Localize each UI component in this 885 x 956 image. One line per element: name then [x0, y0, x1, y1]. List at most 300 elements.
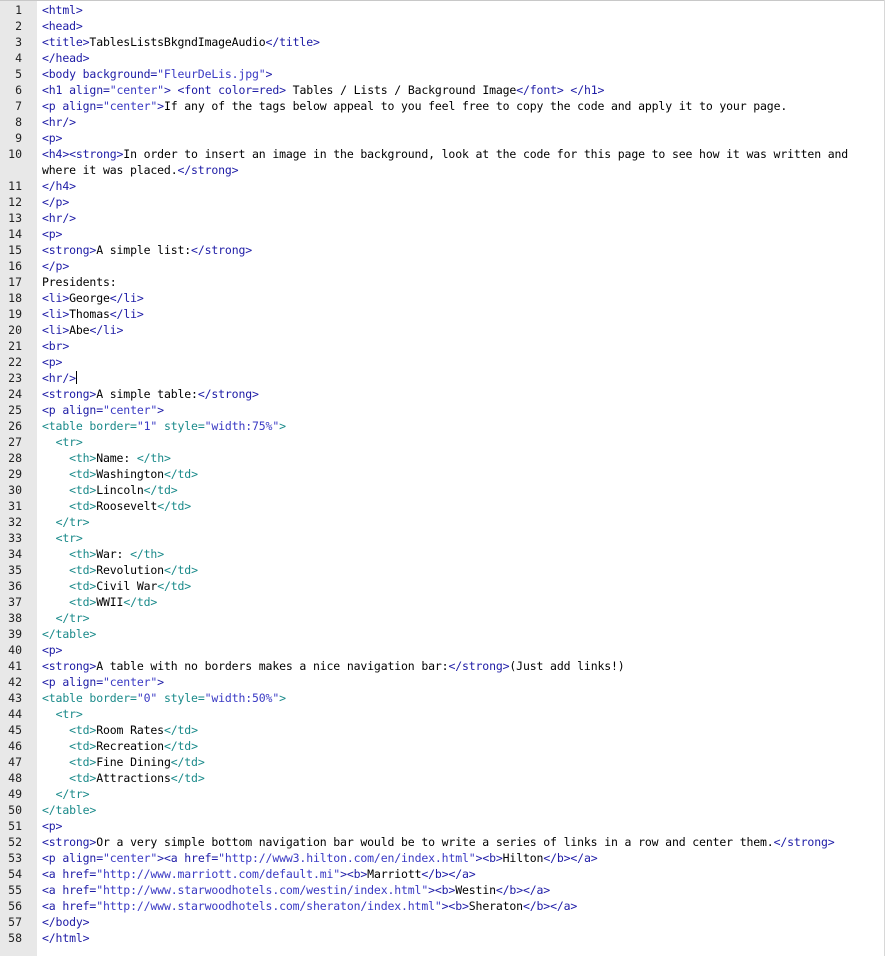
text-token — [42, 483, 69, 497]
code-line[interactable] — [0, 546, 885, 562]
code-line[interactable] — [0, 2, 885, 18]
line-code[interactable] — [42, 370, 882, 386]
html-tag-token: <hr/> — [42, 371, 76, 385]
line-code[interactable] — [42, 642, 882, 658]
line-number: 32 — [8, 515, 22, 529]
code-line[interactable] — [0, 194, 885, 210]
string-token: "center" — [102, 851, 158, 865]
line-number: 3 — [15, 35, 22, 49]
string-token: "http://www.starwoodhotels.com/sheraton/index.html" — [96, 899, 442, 913]
html-tag-token: </html> — [42, 931, 90, 945]
table-tag-token: </tr> — [55, 787, 90, 801]
line-code[interactable] — [42, 34, 882, 50]
line-code[interactable] — [42, 354, 882, 370]
line-number: 8 — [15, 115, 22, 129]
table-tag-token: <td> — [69, 579, 97, 593]
html-tag-token: <body background= — [42, 67, 158, 81]
line-code[interactable] — [42, 386, 882, 402]
line-number: 6 — [15, 83, 22, 97]
html-tag-token: ><b> — [475, 851, 503, 865]
line-code[interactable] — [42, 210, 882, 226]
text-token: Room Rates — [96, 723, 164, 737]
html-tag-token: </li> — [109, 291, 144, 305]
line-code[interactable] — [42, 834, 882, 850]
code-line[interactable] — [0, 706, 885, 722]
text-token: Revolution — [96, 563, 164, 577]
line-code[interactable] — [42, 50, 882, 66]
line-code[interactable] — [42, 242, 882, 258]
line-code[interactable] — [42, 146, 882, 178]
text-token: Name: — [96, 451, 137, 465]
text-token: A simple list: — [96, 243, 192, 257]
line-number: 41 — [8, 659, 22, 673]
text-token — [42, 755, 69, 769]
top-border — [0, 0, 885, 1]
code-line[interactable] — [0, 290, 885, 306]
html-tag-token: </b></a> — [522, 899, 578, 913]
string-token: "center" — [109, 83, 164, 97]
text-token — [42, 707, 56, 721]
html-tag-token: <h4><strong> — [42, 147, 124, 161]
html-tag-token: </b></a> — [495, 883, 551, 897]
line-code[interactable] — [42, 130, 882, 146]
html-tag-token: </h1> — [570, 83, 605, 97]
table-tag-token: <table border= — [42, 419, 137, 433]
table-tag-token: </table> — [42, 803, 97, 817]
code-line[interactable] — [0, 386, 885, 402]
line-code[interactable] — [42, 706, 882, 722]
line-number: 18 — [8, 291, 22, 305]
line-code[interactable] — [42, 98, 882, 114]
html-tag-token: <p> — [42, 131, 63, 145]
code-line[interactable] — [0, 834, 885, 850]
html-tag-token: <title> — [42, 35, 90, 49]
line-number: 2 — [15, 19, 22, 33]
line-code[interactable] — [42, 114, 882, 130]
code-line[interactable] — [0, 274, 885, 290]
table-tag-token: <td> — [69, 771, 97, 785]
line-code[interactable] — [42, 738, 882, 754]
html-tag-token: <font color=red> — [177, 83, 286, 97]
line-code[interactable] — [42, 290, 882, 306]
table-tag-token: <td> — [69, 755, 97, 769]
string-token: "0" — [136, 691, 158, 705]
line-number: 13 — [8, 211, 22, 225]
code-line[interactable] — [0, 930, 885, 946]
html-tag-token: </strong> — [177, 163, 239, 177]
text-token: Thomas — [69, 307, 110, 321]
line-number: 5 — [15, 67, 22, 81]
code-line[interactable] — [0, 210, 885, 226]
table-tag-token: </tr> — [55, 515, 90, 529]
line-code[interactable] — [42, 658, 882, 674]
line-code[interactable] — [42, 626, 882, 642]
line-number: 28 — [8, 451, 22, 465]
html-tag-token: ><b> — [340, 867, 368, 881]
html-tag-token: </li> — [89, 323, 124, 337]
line-number: 15 — [8, 243, 22, 257]
code-line[interactable] — [0, 866, 885, 882]
line-number: 38 — [8, 611, 22, 625]
html-tag-token: <p> — [42, 643, 63, 657]
code-line[interactable] — [0, 770, 885, 786]
text-token: Civil War — [96, 579, 158, 593]
line-code[interactable] — [42, 18, 882, 34]
html-tag-token: </b></a> — [543, 851, 598, 865]
code-line[interactable] — [0, 146, 885, 178]
code-line[interactable] — [0, 802, 885, 818]
text-token: George — [69, 291, 110, 305]
html-tag-token: </li> — [109, 307, 144, 321]
table-tag-token: <td> — [69, 467, 97, 481]
line-code[interactable] — [42, 882, 882, 898]
line-code[interactable] — [42, 306, 882, 322]
code-line[interactable] — [0, 722, 885, 738]
table-tag-token: <tr> — [55, 531, 83, 545]
html-tag-token: <hr/> — [42, 211, 76, 225]
line-code[interactable] — [42, 514, 882, 530]
text-cursor — [76, 371, 77, 384]
code-line[interactable] — [0, 130, 885, 146]
line-number: 27 — [8, 435, 22, 449]
line-code[interactable] — [42, 450, 882, 466]
table-tag-token: <tr> — [55, 707, 83, 721]
text-token — [42, 499, 69, 513]
code-line[interactable] — [0, 690, 885, 706]
line-number: 31 — [8, 499, 22, 513]
line-code[interactable] — [42, 818, 882, 834]
html-tag-token: > — [163, 83, 171, 97]
html-tag-token: <p> — [42, 227, 63, 241]
html-tag-token: <hr/> — [42, 115, 76, 129]
code-line[interactable] — [0, 434, 885, 450]
line-code[interactable] — [42, 850, 882, 866]
table-tag-token: </td> — [123, 595, 158, 609]
line-code[interactable] — [42, 226, 882, 242]
line-code[interactable] — [42, 66, 882, 82]
html-tag-token: <li> — [42, 291, 70, 305]
text-token: War: — [96, 547, 131, 561]
code-line[interactable] — [0, 306, 885, 322]
line-number: 20 — [8, 323, 22, 337]
code-line[interactable] — [0, 50, 885, 66]
code-line[interactable] — [0, 338, 885, 354]
table-tag-token: <th> — [69, 547, 97, 561]
table-tag-token: </td> — [163, 739, 198, 753]
text-token: Sheraton — [468, 899, 523, 913]
text-token: Tables / Lists / Background Image — [285, 83, 517, 97]
table-tag-token: <td> — [69, 483, 97, 497]
code-line[interactable] — [0, 114, 885, 130]
line-number: 14 — [8, 227, 22, 241]
code-line[interactable] — [0, 450, 885, 466]
html-tag-token: <a href= — [42, 867, 97, 881]
html-tag-token: > — [157, 99, 164, 113]
line-code[interactable] — [42, 594, 882, 610]
code-line[interactable] — [0, 850, 885, 866]
line-code[interactable] — [42, 754, 882, 770]
line-number: 26 — [8, 419, 22, 433]
code-line[interactable] — [0, 466, 885, 482]
code-line[interactable] — [0, 882, 885, 898]
text-token — [171, 83, 178, 97]
text-token: Marriott — [367, 867, 422, 881]
html-tag-token: <h1 align= — [42, 83, 110, 97]
line-code[interactable] — [42, 418, 882, 434]
code-line[interactable] — [0, 322, 885, 338]
line-code[interactable] — [42, 322, 882, 338]
code-line[interactable] — [0, 578, 885, 594]
html-tag-token: </h4> — [42, 179, 76, 193]
line-code[interactable] — [42, 178, 882, 194]
text-token: Westin — [455, 883, 496, 897]
html-tag-token: <p align= — [42, 99, 103, 113]
line-number: 12 — [8, 195, 22, 209]
text-token: Recreation — [96, 739, 164, 753]
line-code[interactable] — [42, 546, 882, 562]
text-token: Presidents: — [42, 275, 117, 289]
line-number: 39 — [8, 627, 22, 641]
html-tag-token: <p> — [42, 819, 63, 833]
html-tag-token: </head> — [42, 51, 90, 65]
line-code[interactable] — [42, 674, 882, 690]
html-tag-token: </strong> — [197, 387, 259, 401]
code-lines[interactable] — [0, 2, 885, 946]
table-tag-token: <td> — [69, 723, 97, 737]
table-tag-token: </td> — [163, 563, 198, 577]
code-line[interactable] — [0, 226, 885, 242]
html-tag-token: <br> — [42, 339, 70, 353]
table-tag-token: </td> — [163, 467, 198, 481]
line-number: 54 — [8, 867, 22, 881]
code-line[interactable] — [0, 178, 885, 194]
line-code[interactable] — [42, 258, 882, 274]
line-number: 51 — [8, 819, 22, 833]
text-token — [42, 611, 56, 625]
line-code[interactable] — [42, 722, 882, 738]
text-token: Roosevelt — [96, 499, 158, 513]
text-token — [42, 515, 56, 529]
table-tag-token: </td> — [170, 771, 205, 785]
table-tag-token: </td> — [157, 579, 192, 593]
line-number: 55 — [8, 883, 22, 897]
line-number: 19 — [8, 307, 22, 321]
line-number: 16 — [8, 259, 22, 273]
text-token: Or a very simple bottom navigation bar would be to write a series of links in a row and center them. — [96, 835, 774, 849]
line-code[interactable] — [42, 338, 882, 354]
text-token: WWII — [96, 595, 124, 609]
html-tag-token: </title> — [265, 35, 320, 49]
code-line[interactable] — [0, 98, 885, 114]
text-token: Attractions — [96, 771, 171, 785]
string-token: "center" — [102, 403, 158, 417]
text-token: In order to insert an image in the background, look at the code for this page to see how it was written and where it was placed. — [42, 147, 855, 177]
table-tag-token: </td> — [163, 723, 198, 737]
table-tag-token: <tr> — [55, 435, 83, 449]
code-line[interactable] — [0, 818, 885, 834]
html-tag-token: <p align= — [42, 851, 103, 865]
string-token: "center" — [102, 675, 158, 689]
code-line[interactable] — [0, 898, 885, 914]
table-tag-token: <td> — [69, 499, 97, 513]
table-tag-token: > — [279, 691, 286, 705]
line-number: 11 — [8, 179, 22, 193]
line-number: 40 — [8, 643, 22, 657]
text-token — [42, 531, 56, 545]
code-line[interactable] — [0, 914, 885, 930]
line-code[interactable] — [42, 82, 882, 98]
line-code[interactable] — [42, 578, 882, 594]
text-token: Abe — [69, 323, 90, 337]
code-line[interactable] — [0, 626, 885, 642]
code-line[interactable] — [0, 370, 885, 386]
html-tag-token: ><b> — [428, 883, 456, 897]
table-tag-token: </th> — [136, 451, 171, 465]
text-token: Lincoln — [96, 483, 144, 497]
code-line[interactable] — [0, 562, 885, 578]
text-token: TablesListsBkgndImageAudio — [89, 35, 266, 49]
code-line[interactable] — [0, 418, 885, 434]
line-number: 37 — [8, 595, 22, 609]
line-number: 57 — [8, 915, 22, 929]
line-code[interactable] — [42, 482, 882, 498]
code-line[interactable] — [0, 18, 885, 34]
line-number: 24 — [8, 387, 22, 401]
table-tag-token: </th> — [130, 547, 164, 561]
string-token: "center" — [102, 99, 158, 113]
code-line[interactable] — [0, 514, 885, 530]
line-code[interactable] — [42, 866, 882, 882]
line-code[interactable] — [42, 562, 882, 578]
html-tag-token: <p align= — [42, 675, 103, 689]
html-tag-token: <li> — [42, 307, 70, 321]
line-code[interactable] — [42, 610, 882, 626]
text-token — [42, 451, 69, 465]
table-tag-token: <th> — [69, 451, 97, 465]
line-code[interactable] — [42, 690, 882, 706]
line-number: 10 — [8, 147, 22, 161]
code-line[interactable] — [0, 674, 885, 690]
text-token — [42, 723, 69, 737]
table-tag-token: <table border= — [42, 691, 137, 705]
line-code[interactable] — [42, 2, 882, 18]
html-tag-token: <strong> — [42, 243, 97, 257]
line-number: 22 — [8, 355, 22, 369]
html-tag-token: </body> — [42, 915, 90, 929]
code-line[interactable] — [0, 530, 885, 546]
html-tag-token: <a href= — [42, 883, 97, 897]
line-number: 1 — [15, 3, 22, 17]
code-line[interactable] — [0, 82, 885, 98]
html-tag-token: ><a href= — [157, 851, 219, 865]
code-line[interactable] — [0, 482, 885, 498]
table-tag-token: > — [279, 419, 286, 433]
html-tag-token: <strong> — [42, 387, 97, 401]
table-tag-token: </td> — [143, 483, 178, 497]
line-number: 48 — [8, 771, 22, 785]
line-code[interactable] — [42, 402, 882, 418]
line-number: 56 — [8, 899, 22, 913]
code-line[interactable] — [0, 242, 885, 258]
code-line[interactable] — [0, 258, 885, 274]
text-token — [42, 787, 56, 801]
line-number: 4 — [15, 51, 22, 65]
line-code[interactable] — [42, 914, 882, 930]
line-code[interactable] — [42, 802, 882, 818]
html-tag-token: <head> — [42, 19, 83, 33]
string-token: "width:50%" — [204, 691, 280, 705]
html-tag-token: </strong> — [773, 835, 835, 849]
html-tag-token: </b></a> — [421, 867, 476, 881]
string-token: "http://www.marriott.com/default.mi" — [96, 867, 341, 881]
line-number: 17 — [8, 275, 22, 289]
text-token: Hilton — [502, 851, 544, 865]
line-code[interactable] — [42, 898, 882, 914]
line-number: 34 — [8, 547, 22, 561]
line-code[interactable] — [42, 194, 882, 210]
code-line[interactable] — [0, 738, 885, 754]
text-token — [42, 435, 56, 449]
line-number: 53 — [8, 851, 22, 865]
table-tag-token: </tr> — [55, 611, 90, 625]
code-line[interactable] — [0, 34, 885, 50]
text-token: If any of the tags below appeal to you feel free to copy the code and apply it to your page. — [163, 99, 788, 113]
line-code[interactable] — [42, 770, 882, 786]
text-token — [42, 563, 69, 577]
string-token: "http://www3.hilton.com/en/index.html" — [218, 851, 476, 865]
code-line[interactable] — [0, 610, 885, 626]
code-line[interactable] — [0, 498, 885, 514]
text-token — [42, 595, 69, 609]
line-code[interactable] — [42, 530, 882, 546]
string-token: "1" — [136, 419, 158, 433]
string-token: "FleurDeLis.jpg" — [157, 67, 266, 81]
string-token: "http://www.starwoodhotels.com/westin/index.html" — [96, 883, 429, 897]
html-tag-token: > — [157, 675, 164, 689]
code-line[interactable] — [0, 66, 885, 82]
line-number: 23 — [8, 371, 22, 385]
text-token: (Just add links!) — [509, 659, 625, 673]
code-line[interactable] — [0, 754, 885, 770]
text-token — [42, 771, 69, 785]
html-tag-token: </p> — [42, 195, 70, 209]
line-code[interactable] — [42, 434, 882, 450]
table-tag-token: </table> — [42, 627, 97, 641]
code-line[interactable] — [0, 786, 885, 802]
code-line[interactable] — [0, 658, 885, 674]
line-code[interactable] — [42, 466, 882, 482]
line-number: 44 — [8, 707, 22, 721]
code-line[interactable] — [0, 354, 885, 370]
line-code[interactable] — [42, 786, 882, 802]
table-tag-token: <td> — [69, 563, 97, 577]
line-code[interactable] — [42, 930, 882, 946]
html-tag-token: <a href= — [42, 899, 97, 913]
line-code[interactable] — [42, 274, 882, 290]
code-line[interactable] — [0, 402, 885, 418]
line-number: 30 — [8, 483, 22, 497]
line-number: 25 — [8, 403, 22, 417]
html-tag-token: <strong> — [42, 659, 97, 673]
line-number: 21 — [8, 339, 22, 353]
line-code[interactable] — [42, 498, 882, 514]
html-tag-token: </strong> — [191, 243, 253, 257]
code-line[interactable] — [0, 642, 885, 658]
text-token — [42, 739, 69, 753]
code-line[interactable] — [0, 594, 885, 610]
text-token — [42, 547, 69, 561]
html-tag-token: ><b> — [441, 899, 469, 913]
